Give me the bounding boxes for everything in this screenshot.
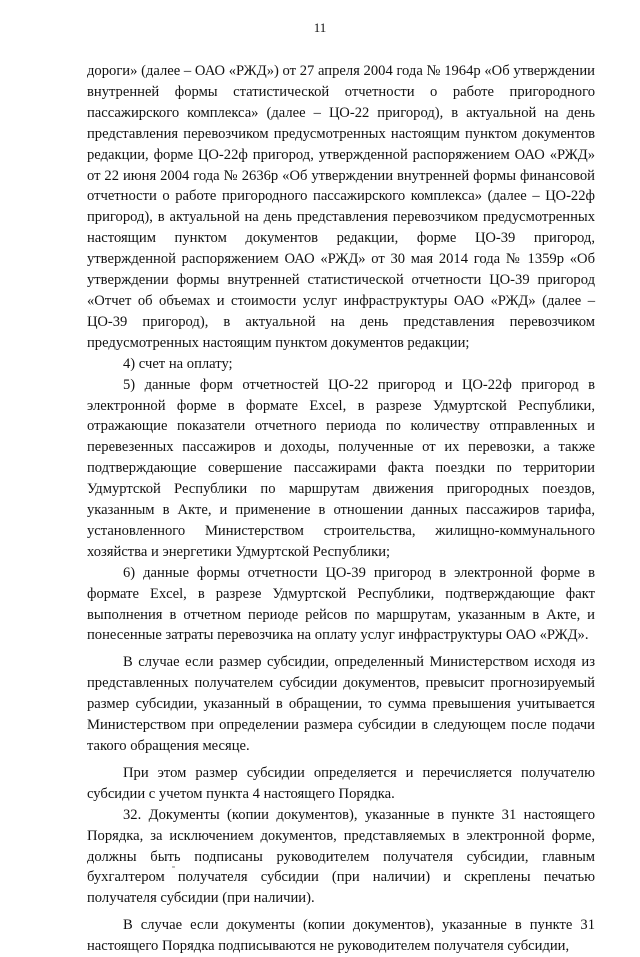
- paragraph-invoice: 4) счет на оплату;: [123, 355, 233, 372]
- paragraph-subsidy-amount: При этом размер субсидии определяется и перечисляется получателю субсидии с учетом пункта 4 настоящего Порядка.: [87, 764, 595, 802]
- paragraph-form-co39: 6) данные формы отчетности ЦО-39 пригород в электронной форме в формате Excel, в разрезе Удмуртской Республики, подтверждающие факт выполнения в отчетном периоде рейсов по маршрутам, указанным в Акте, и понесенные затраты перевозчика на оплату услуг инфраструктуры ОАО «РЖД».: [87, 564, 595, 644]
- page-number: 11: [313, 20, 327, 35]
- paragraph-clause-32: 32. Документы (копии документов), указанные в пункте 31 настоящего Порядка, за исключением документов, представляемых в электронной форме, должны быть подписаны руководителем получателя субсидии, главным бухгалтером получателя субсидии (при наличии) и скреплены печатью получателя субсидии (при наличии).: [87, 806, 595, 907]
- paragraph-subsidy-excess: В случае если размер субсидии, определенный Министерством исходя из представленных получателем субсидии документов, превысит прогнозируемый размер субсидии, указанный в обращении, то сумма превышения учитывается Министерством при определении размера субсидии в следующем после подачи такого обращения месяце.: [87, 654, 595, 754]
- document-body: [87, 61, 595, 957]
- paragraph-reporting-forms: дороги» (далее – ОАО «РЖД») от 27 апреля 2004 года № 1964р «Об утверждении внутренней формы статистической отчетности о работе пригородного пассажирского комплекса» (далее – ЦО-22 пригород), в актуальной на день представления перевозчиком предусмотренных настоящим пунктом документов редакции, форме ЦО-22ф пригород, утвержденной распоряжением ОАО «РЖД» от 22 июня 2004 года № 2636р «Об утверждении внутренней формы финансовой отчетности о работе пригородного пассажирского комплекса» (далее – ЦО-22ф пригород), в актуальной на день представления перевозчиком предусмотренных настоящим пунктом документов редакции, форме ЦО-39 пригород, утвержденной распоряжением ОАО «РЖД» от 30 мая 2014 года № 1359р «Об утверждении формы внутренней статистической отчетности ЦО-39 пригород «Отчет об объемах и стоимости услуг инфраструктуры ОАО «РЖД» (далее – ЦО-39 пригород), в актуальной на день представления перевозчиком предусмотренных настоящим пунктом документов редакции;: [87, 63, 595, 351]
- paragraph-forms-co22: 5) данные форм отчетностей ЦО-22 пригород и ЦО-22ф пригород в электронной форме в формате Excel, в разрезе Удмуртской Республики, отражающие показатели отчетного периода по количеству отправленных и перевезенных пассажиров и доходы, полученные от их перевозки, а также подтверждающие совершение пассажирами факта поездки по территории Удмуртской Республики по маршрутам движения пригородных поездов, указанным в Акте, и применение в отношении данных пассажиров тарифа, установленного Министерством строительства, жилищно-коммунального хозяйства и энергетики Удмуртской Республики;: [87, 376, 595, 560]
- scan-artifact: [172, 866, 175, 868]
- paragraph-signing: В случае если документы (копии документов), указанные в пункте 31 настоящего Порядка подписываются не руководителем получателя субсидии,: [87, 917, 595, 955]
